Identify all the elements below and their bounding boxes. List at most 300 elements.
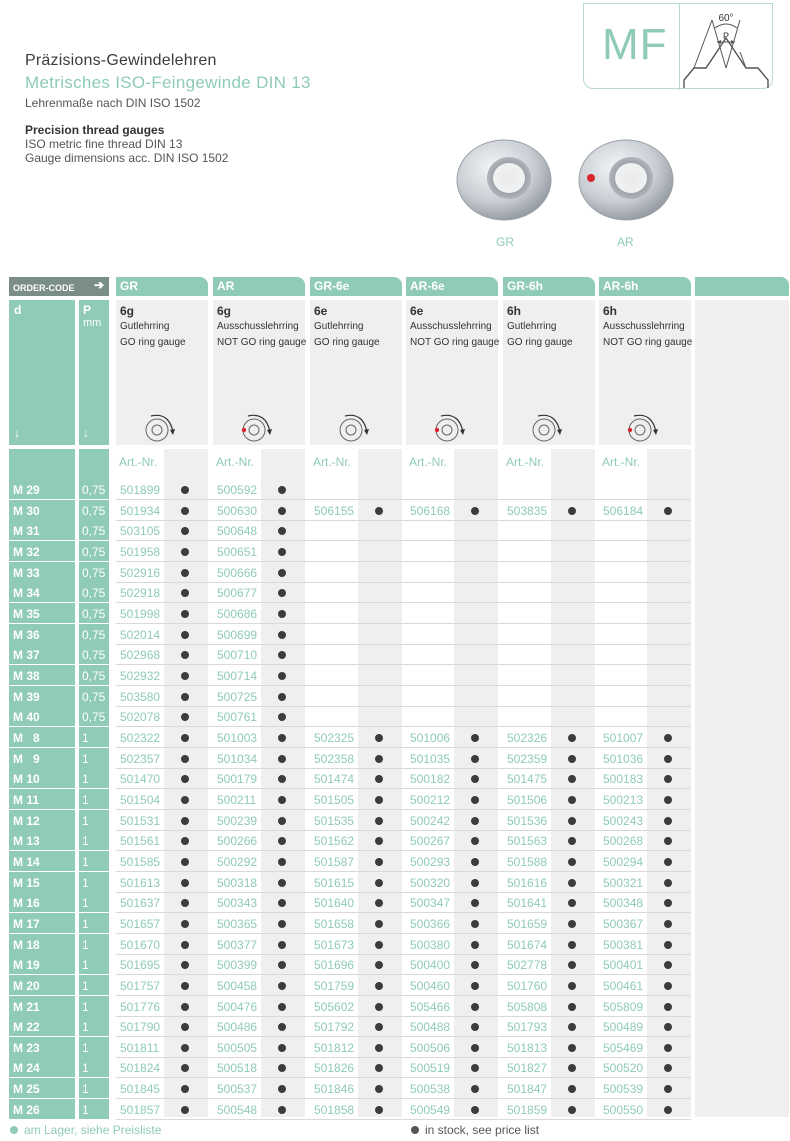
row-p: 1 bbox=[79, 975, 109, 995]
in-stock-dot bbox=[664, 961, 672, 969]
in-stock-dot bbox=[375, 817, 383, 825]
article-number: 501813 bbox=[507, 1041, 548, 1055]
in-stock-dot bbox=[181, 486, 189, 494]
article-number: 501826 bbox=[314, 1061, 355, 1075]
in-stock-dot bbox=[568, 1085, 576, 1093]
subtitle-de: Metrisches ISO-Feingewinde DIN 13 bbox=[25, 73, 311, 92]
article-number: 500537 bbox=[217, 1082, 258, 1096]
row-p: 1 bbox=[79, 748, 109, 768]
in-stock-dot bbox=[664, 899, 672, 907]
thread-type-badge bbox=[583, 3, 773, 89]
row-d: M 34 bbox=[9, 582, 75, 602]
in-stock-dot bbox=[181, 693, 189, 701]
row-divider bbox=[116, 1119, 691, 1120]
row-d: M 37 bbox=[9, 644, 75, 664]
article-number: 501790 bbox=[120, 1020, 161, 1034]
in-stock-dot bbox=[278, 507, 286, 515]
art-nr-header: Art.-Nr. bbox=[216, 455, 254, 469]
in-stock-dot bbox=[181, 651, 189, 659]
in-stock-dot bbox=[568, 982, 576, 990]
in-stock-dot bbox=[471, 879, 479, 887]
row-p: 0,75 bbox=[79, 706, 109, 726]
in-stock-dot bbox=[278, 858, 286, 866]
gauge-name-en: NOT GO ring gauge bbox=[410, 337, 500, 348]
art-nr-header: Art.-Nr. bbox=[409, 455, 447, 469]
row-p: 1 bbox=[79, 872, 109, 892]
arrow-down-icon: ↓ bbox=[83, 426, 89, 440]
row-p: 0,75 bbox=[79, 686, 109, 706]
in-stock-dot bbox=[278, 1085, 286, 1093]
row-divider bbox=[116, 561, 691, 562]
row-p: 1 bbox=[79, 727, 109, 747]
row-d: M 13 bbox=[9, 830, 75, 850]
article-number: 500381 bbox=[603, 938, 644, 952]
gauge-name-de: Ausschusslehrring bbox=[603, 321, 685, 332]
row-p: 1 bbox=[79, 892, 109, 912]
art-nr-header: Art.-Nr. bbox=[506, 455, 544, 469]
in-stock-dot bbox=[278, 961, 286, 969]
in-stock-dot bbox=[664, 1023, 672, 1031]
in-stock-dot bbox=[664, 941, 672, 949]
in-stock-dot bbox=[375, 879, 383, 887]
p-spacer bbox=[79, 449, 109, 479]
in-stock-dot bbox=[664, 1044, 672, 1052]
row-d: M 40 bbox=[9, 706, 75, 726]
in-stock-dot bbox=[568, 837, 576, 845]
article-number: 502014 bbox=[120, 628, 161, 642]
in-stock-dot bbox=[181, 1064, 189, 1072]
go-rotation-icon bbox=[335, 410, 375, 446]
in-stock-dot bbox=[664, 837, 672, 845]
row-d: M 23 bbox=[9, 1037, 75, 1057]
in-stock-dot bbox=[278, 486, 286, 494]
notgo-rotation-icon bbox=[624, 410, 664, 446]
article-number: 501585 bbox=[120, 855, 161, 869]
row-p: 1 bbox=[79, 830, 109, 850]
article-number: 501034 bbox=[217, 752, 258, 766]
in-stock-dot bbox=[375, 1085, 383, 1093]
article-number: 502916 bbox=[120, 566, 161, 580]
ring-caption-gr: GR bbox=[496, 235, 514, 249]
article-number: 501858 bbox=[314, 1103, 355, 1117]
badge-angle: 60° bbox=[718, 13, 734, 24]
row-d: M 24 bbox=[9, 1057, 75, 1077]
article-number: 500699 bbox=[217, 628, 258, 642]
article-number: 501776 bbox=[120, 1000, 161, 1014]
row-d: M 10 bbox=[9, 768, 75, 788]
row-p: 1 bbox=[79, 1057, 109, 1077]
in-stock-dot bbox=[278, 817, 286, 825]
in-stock-dot bbox=[568, 879, 576, 887]
article-number: 500212 bbox=[410, 793, 451, 807]
note-en: Gauge dimensions acc. DIN ISO 1502 bbox=[25, 151, 229, 165]
article-number: 500243 bbox=[603, 814, 644, 828]
row-p: 0,75 bbox=[79, 644, 109, 664]
in-stock-dot bbox=[181, 1003, 189, 1011]
article-number: 501824 bbox=[120, 1061, 161, 1075]
go-rotation-icon bbox=[528, 410, 568, 446]
in-stock-dot bbox=[471, 1003, 479, 1011]
article-number: 500183 bbox=[603, 772, 644, 786]
in-stock-dot bbox=[568, 920, 576, 928]
article-number: 500401 bbox=[603, 958, 644, 972]
gauge-name-en: GO ring gauge bbox=[507, 337, 573, 348]
row-divider bbox=[116, 706, 691, 707]
go-ring-gauge-image bbox=[452, 136, 556, 240]
article-number: 500268 bbox=[603, 834, 644, 848]
in-stock-dot bbox=[568, 858, 576, 866]
in-stock-dot bbox=[375, 796, 383, 804]
article-number: 500343 bbox=[217, 896, 258, 910]
row-p: 1 bbox=[79, 1078, 109, 1098]
in-stock-dot bbox=[375, 941, 383, 949]
in-stock-dot bbox=[278, 589, 286, 597]
in-stock-dot bbox=[471, 507, 479, 515]
article-number: 501657 bbox=[120, 917, 161, 931]
tab-ar: AR bbox=[213, 277, 305, 296]
article-number: 500182 bbox=[410, 772, 451, 786]
in-stock-dot bbox=[568, 961, 576, 969]
row-d: M 33 bbox=[9, 562, 75, 582]
article-number: 501827 bbox=[507, 1061, 548, 1075]
in-stock-dot bbox=[278, 1106, 286, 1114]
p-header bbox=[79, 300, 109, 445]
article-number: 506184 bbox=[603, 504, 644, 518]
row-p: 0,75 bbox=[79, 520, 109, 540]
in-stock-dot bbox=[278, 1064, 286, 1072]
article-number: 500321 bbox=[603, 876, 644, 890]
article-number: 503580 bbox=[120, 690, 161, 704]
in-stock-dot bbox=[664, 1064, 672, 1072]
article-number: 500239 bbox=[217, 814, 258, 828]
thread-profile-icon bbox=[682, 8, 770, 90]
in-stock-dot bbox=[181, 775, 189, 783]
article-number: 501007 bbox=[603, 731, 644, 745]
article-number: 500348 bbox=[603, 896, 644, 910]
article-number: 502358 bbox=[314, 752, 355, 766]
article-number: 500318 bbox=[217, 876, 258, 890]
article-number: 501696 bbox=[314, 958, 355, 972]
article-number: 503835 bbox=[507, 504, 548, 518]
row-p: 1 bbox=[79, 768, 109, 788]
article-number: 500458 bbox=[217, 979, 258, 993]
notgo-rotation-icon bbox=[238, 410, 278, 446]
in-stock-dot bbox=[181, 817, 189, 825]
in-stock-dot bbox=[181, 920, 189, 928]
in-stock-dot bbox=[181, 610, 189, 618]
tab-gr-6e: GR-6e bbox=[310, 277, 402, 296]
in-stock-dot bbox=[568, 1106, 576, 1114]
row-divider bbox=[116, 685, 691, 686]
row-p: 1 bbox=[79, 934, 109, 954]
in-stock-dot bbox=[664, 982, 672, 990]
tolerance-label: 6e bbox=[314, 304, 328, 318]
in-stock-dot bbox=[471, 961, 479, 969]
tab-ar-6e: AR-6e bbox=[406, 277, 498, 296]
article-number: 501587 bbox=[314, 855, 355, 869]
gauge-name-de: Gutlehrring bbox=[314, 321, 364, 332]
article-number: 501504 bbox=[120, 793, 161, 807]
in-stock-dot bbox=[375, 1044, 383, 1052]
article-number: 501846 bbox=[314, 1082, 355, 1096]
in-stock-dot bbox=[278, 1023, 286, 1031]
article-number: 500366 bbox=[410, 917, 451, 931]
in-stock-dot bbox=[375, 755, 383, 763]
in-stock-dot bbox=[568, 899, 576, 907]
article-number: 501588 bbox=[507, 855, 548, 869]
article-number: 501531 bbox=[120, 814, 161, 828]
in-stock-dot bbox=[664, 507, 672, 515]
article-number: 501470 bbox=[120, 772, 161, 786]
notgo-rotation-icon bbox=[431, 410, 471, 446]
article-number: 500761 bbox=[217, 710, 258, 724]
in-stock-dot bbox=[181, 527, 189, 535]
article-number: 501615 bbox=[314, 876, 355, 890]
in-stock-dot bbox=[278, 631, 286, 639]
in-stock-dot bbox=[375, 734, 383, 742]
in-stock-dot bbox=[471, 1023, 479, 1031]
article-number: 501847 bbox=[507, 1082, 548, 1096]
art-nr-header: Art.-Nr. bbox=[119, 455, 157, 469]
in-stock-dot bbox=[375, 775, 383, 783]
in-stock-dot bbox=[568, 1003, 576, 1011]
in-stock-dot bbox=[375, 1023, 383, 1031]
tab-gr: GR bbox=[116, 277, 208, 296]
in-stock-dot bbox=[471, 899, 479, 907]
article-number: 501659 bbox=[507, 917, 548, 931]
title-en: Precision thread gauges bbox=[25, 123, 165, 137]
article-number: 501474 bbox=[314, 772, 355, 786]
article-number: 500377 bbox=[217, 938, 258, 952]
in-stock-dot bbox=[664, 817, 672, 825]
row-divider bbox=[116, 664, 691, 665]
article-number: 500400 bbox=[410, 958, 451, 972]
article-number: 501616 bbox=[507, 876, 548, 890]
article-number: 501674 bbox=[507, 938, 548, 952]
article-number: 500488 bbox=[410, 1020, 451, 1034]
filler-column bbox=[695, 300, 789, 1117]
d-spacer bbox=[9, 449, 75, 479]
article-number: 501535 bbox=[314, 814, 355, 828]
article-number: 502357 bbox=[120, 752, 161, 766]
row-d: M 17 bbox=[9, 913, 75, 933]
in-stock-dot bbox=[278, 693, 286, 701]
article-number: 501899 bbox=[120, 483, 161, 497]
in-stock-dot bbox=[375, 899, 383, 907]
row-p: 1 bbox=[79, 1037, 109, 1057]
in-stock-dot bbox=[471, 1044, 479, 1052]
article-number: 501759 bbox=[314, 979, 355, 993]
in-stock-dot bbox=[375, 1106, 383, 1114]
in-stock-dot bbox=[181, 879, 189, 887]
in-stock-dot bbox=[375, 920, 383, 928]
in-stock-dot bbox=[181, 1044, 189, 1052]
in-stock-dot bbox=[278, 920, 286, 928]
row-d: M 11 bbox=[9, 789, 75, 809]
in-stock-dot bbox=[181, 672, 189, 680]
article-number: 505809 bbox=[603, 1000, 644, 1014]
in-stock-dot bbox=[278, 651, 286, 659]
article-number: 506155 bbox=[314, 504, 355, 518]
row-d: M 36 bbox=[9, 624, 75, 644]
article-number: 500476 bbox=[217, 1000, 258, 1014]
article-number: 500714 bbox=[217, 669, 258, 683]
in-stock-dot bbox=[278, 796, 286, 804]
tolerance-label: 6g bbox=[120, 304, 135, 318]
in-stock-dot bbox=[471, 1106, 479, 1114]
in-stock-dot bbox=[278, 713, 286, 721]
article-number: 500666 bbox=[217, 566, 258, 580]
row-d: M 30 bbox=[9, 500, 75, 520]
article-number: 500630 bbox=[217, 504, 258, 518]
article-number: 501934 bbox=[120, 504, 161, 518]
article-number: 501562 bbox=[314, 834, 355, 848]
row-d: M 18 bbox=[9, 934, 75, 954]
row-divider bbox=[116, 540, 691, 541]
article-number: 500242 bbox=[410, 814, 451, 828]
article-number: 500211 bbox=[217, 793, 257, 807]
row-p: 1 bbox=[79, 1099, 109, 1119]
d-header-label: d bbox=[14, 303, 22, 317]
tolerance-label: 6e bbox=[410, 304, 424, 318]
article-number: 501760 bbox=[507, 979, 548, 993]
row-d: M 32 bbox=[9, 541, 75, 561]
article-number: 500686 bbox=[217, 607, 258, 621]
in-stock-dot bbox=[471, 920, 479, 928]
in-stock-dot bbox=[664, 1003, 672, 1011]
row-d: M 35 bbox=[9, 603, 75, 623]
article-number: 500320 bbox=[410, 876, 451, 890]
in-stock-dot bbox=[471, 775, 479, 783]
article-number: 501757 bbox=[120, 979, 161, 993]
row-p: 0,75 bbox=[79, 624, 109, 644]
row-p: 1 bbox=[79, 954, 109, 974]
article-number: 500460 bbox=[410, 979, 451, 993]
article-number: 500520 bbox=[603, 1061, 644, 1075]
article-number: 500294 bbox=[603, 855, 644, 869]
row-d: M 16 bbox=[9, 892, 75, 912]
row-p: 1 bbox=[79, 810, 109, 830]
in-stock-dot bbox=[664, 775, 672, 783]
in-stock-dot bbox=[471, 858, 479, 866]
article-number: 500550 bbox=[603, 1103, 644, 1117]
article-number: 501792 bbox=[314, 1020, 355, 1034]
row-p: 1 bbox=[79, 789, 109, 809]
row-p: 1 bbox=[79, 851, 109, 871]
row-p: 0,75 bbox=[79, 582, 109, 602]
legend-text-en: in stock, see price list bbox=[425, 1123, 540, 1137]
row-d: M 38 bbox=[9, 665, 75, 685]
in-stock-dot bbox=[664, 920, 672, 928]
notgo-ring-gauge-image bbox=[574, 136, 678, 240]
article-number: 500293 bbox=[410, 855, 451, 869]
in-stock-dot bbox=[181, 548, 189, 556]
article-number: 500549 bbox=[410, 1103, 451, 1117]
gauge-name-de: Gutlehrring bbox=[507, 321, 557, 332]
in-stock-dot bbox=[664, 1106, 672, 1114]
p-header-label: P bbox=[83, 303, 92, 317]
gauge-name-de: Gutlehrring bbox=[120, 321, 170, 332]
in-stock-dot bbox=[181, 1106, 189, 1114]
in-stock-dot bbox=[278, 548, 286, 556]
row-d: M 29 bbox=[9, 479, 75, 499]
article-number: 502918 bbox=[120, 586, 161, 600]
article-number: 501506 bbox=[507, 793, 548, 807]
article-number: 505466 bbox=[410, 1000, 451, 1014]
go-rotation-icon bbox=[141, 410, 181, 446]
article-number: 500365 bbox=[217, 917, 258, 931]
row-divider bbox=[116, 520, 691, 521]
article-number: 500548 bbox=[217, 1103, 258, 1117]
gauge-name-de: Ausschusslehrring bbox=[217, 321, 299, 332]
article-number: 500380 bbox=[410, 938, 451, 952]
in-stock-dot bbox=[568, 1064, 576, 1072]
row-p: 1 bbox=[79, 1016, 109, 1036]
article-number: 500399 bbox=[217, 958, 258, 972]
article-number: 501658 bbox=[314, 917, 355, 931]
article-number: 500506 bbox=[410, 1041, 451, 1055]
article-number: 500518 bbox=[217, 1061, 258, 1075]
article-number: 500486 bbox=[217, 1020, 258, 1034]
gauge-name-en: GO ring gauge bbox=[120, 337, 186, 348]
article-number: 501640 bbox=[314, 896, 355, 910]
article-number: 501637 bbox=[120, 896, 161, 910]
in-stock-dot bbox=[568, 941, 576, 949]
article-number: 500266 bbox=[217, 834, 258, 848]
in-stock-dot bbox=[181, 982, 189, 990]
in-stock-dot bbox=[278, 1003, 286, 1011]
subtitle-en: ISO metric fine thread DIN 13 bbox=[25, 137, 183, 151]
in-stock-dot bbox=[278, 734, 286, 742]
article-number: 501003 bbox=[217, 731, 258, 745]
in-stock-dot bbox=[568, 734, 576, 742]
article-number: 502932 bbox=[120, 669, 161, 683]
article-number: 500677 bbox=[217, 586, 258, 600]
in-stock-dot bbox=[278, 527, 286, 535]
in-stock-dot bbox=[471, 941, 479, 949]
row-d: M 14 bbox=[9, 851, 75, 871]
row-d: M 12 bbox=[9, 810, 75, 830]
arrow-right-icon: ➔ bbox=[93, 278, 104, 292]
article-number: 503105 bbox=[120, 524, 161, 538]
order-code-label: ORDER-CODE bbox=[13, 283, 75, 293]
row-p: 1 bbox=[79, 913, 109, 933]
article-number: 500538 bbox=[410, 1082, 451, 1096]
tolerance-label: 6h bbox=[507, 304, 522, 318]
article-number: 501641 bbox=[507, 896, 548, 910]
article-number: 501563 bbox=[507, 834, 548, 848]
row-p: 0,75 bbox=[79, 665, 109, 685]
in-stock-dot bbox=[278, 982, 286, 990]
gauge-name-en: NOT GO ring gauge bbox=[603, 337, 693, 348]
in-stock-dot bbox=[471, 734, 479, 742]
tab-ar-6h: AR-6h bbox=[599, 277, 691, 296]
article-number: 501561 bbox=[120, 834, 161, 848]
article-number: 502778 bbox=[507, 958, 548, 972]
in-stock-dot bbox=[181, 1023, 189, 1031]
row-d: M 39 bbox=[9, 686, 75, 706]
row-d: M 31 bbox=[9, 520, 75, 540]
in-stock-dot bbox=[181, 631, 189, 639]
gauge-name-en: GO ring gauge bbox=[314, 337, 380, 348]
in-stock-dot bbox=[664, 858, 672, 866]
article-number: 501475 bbox=[507, 772, 548, 786]
row-p: 0,75 bbox=[79, 541, 109, 561]
article-number: 500267 bbox=[410, 834, 451, 848]
in-stock-dot bbox=[568, 775, 576, 783]
article-number: 500710 bbox=[217, 648, 258, 662]
note-de: Lehrenmaße nach DIN ISO 1502 bbox=[25, 96, 201, 110]
